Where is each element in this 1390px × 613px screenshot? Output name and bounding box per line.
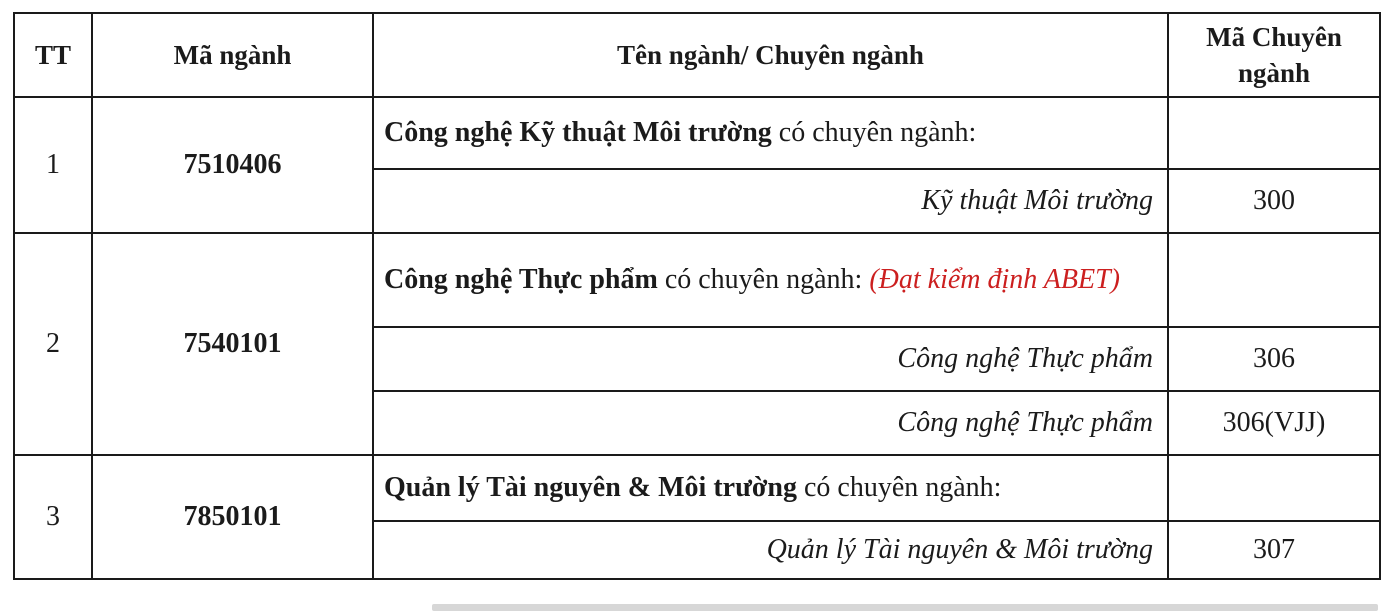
major-name-bold: Quản lý Tài nguyên & Môi trường — [384, 472, 797, 504]
spec-code-cell: 300 — [1168, 169, 1380, 233]
heading-suffix: có chuyên ngành: — [771, 117, 977, 149]
major-code-cell: 7510406 — [92, 97, 373, 233]
major-name-bold: Công nghệ Kỹ thuật Môi trường — [384, 117, 772, 149]
empty-spec-code-cell — [1168, 97, 1380, 169]
header-row — [14, 13, 1380, 97]
spec-code-cell: 307 — [1168, 521, 1380, 579]
majors-table — [13, 12, 1381, 580]
heading-suffix: có chuyên ngành: — [657, 264, 870, 296]
spec-name-cell: Công nghệ Thực phẩm — [373, 327, 1168, 391]
tt-cell: 2 — [14, 233, 92, 455]
major-heading-cell — [373, 233, 1168, 327]
empty-spec-code-cell — [1168, 233, 1380, 327]
major-code-cell: 7850101 — [92, 455, 373, 579]
col-header-major-name: Tên ngành/ Chuyên ngành — [373, 13, 1168, 97]
major-code-cell: 7540101 — [92, 233, 373, 455]
spec-name-cell: Công nghệ Thực phẩm — [373, 391, 1168, 455]
tt-cell: 1 — [14, 97, 92, 233]
heading-suffix: có chuyên ngành: — [796, 472, 1002, 504]
majors-table-wrap — [13, 12, 1381, 580]
spec-code-cell: 306(VJJ) — [1168, 391, 1380, 455]
table-row — [14, 97, 1380, 169]
col-header-major-code: Mã ngành — [92, 13, 373, 97]
col-header-tt: TT — [14, 13, 92, 97]
table-row — [14, 455, 1380, 521]
spec-code-cell: 306 — [1168, 327, 1380, 391]
spec-name-cell: Kỹ thuật Môi trường — [373, 169, 1168, 233]
tt-cell: 3 — [14, 455, 92, 579]
major-heading-cell — [373, 455, 1168, 521]
col-header-spec-code: Mã Chuyên ngành — [1168, 13, 1380, 97]
major-heading-cell — [373, 97, 1168, 169]
table-row — [14, 233, 1380, 327]
empty-spec-code-cell — [1168, 455, 1380, 521]
scan-artifact — [432, 604, 1378, 611]
major-name-bold: Công nghệ Thực phẩm — [384, 264, 658, 296]
abet-annotation: (Đạt kiểm định ABET) — [869, 264, 1120, 296]
spec-name-cell: Quản lý Tài nguyên & Môi trường — [373, 521, 1168, 579]
